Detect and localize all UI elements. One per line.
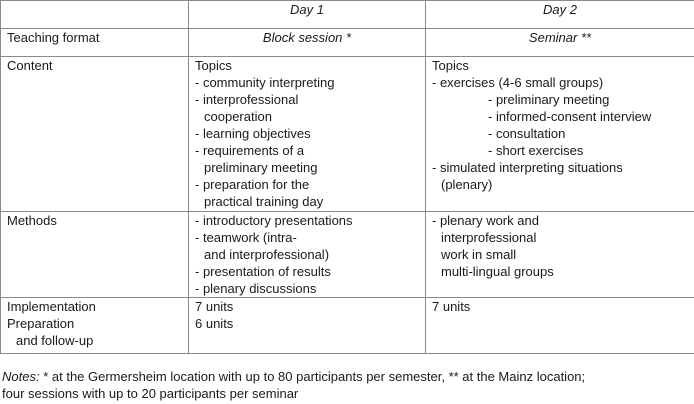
header-row [1, 1, 694, 29]
table-notes [2, 368, 692, 402]
teaching-format-label: Teaching format [1, 29, 189, 57]
methods-day1-cell [189, 212, 426, 298]
methods-day1-line: - teamwork (intra- [195, 230, 297, 245]
methods-day2-cell [426, 212, 694, 298]
content-day1-line: cooperation [204, 109, 272, 124]
implementation-day1-units: 7 units [195, 299, 234, 314]
content-day2-cell [426, 57, 694, 212]
content-day1-line: preliminary meeting [204, 160, 318, 175]
teaching-format-row [1, 29, 694, 57]
notes-text: * at the Germersheim location with up to 80 participants per semester, ** at the Mainz location; [43, 369, 586, 384]
content-day2-line: - consultation [488, 126, 566, 141]
methods-day2-line: work in small [441, 247, 517, 262]
methods-day1-line: and interprofessional) [204, 247, 330, 262]
content-day2-line: - exercises (4-6 small groups) [432, 75, 604, 90]
notes-text-continued: four sessions with up to 20 participants per seminar [2, 386, 299, 401]
implementation-label-cell [1, 298, 189, 354]
preparation-day1-units: 6 units [195, 316, 234, 331]
content-day2-line: - short exercises [488, 143, 584, 158]
content-day1-line: practical training day [204, 194, 324, 209]
content-day1-line: - interprofessional [195, 92, 299, 107]
content-day1-line: - preparation for the [195, 177, 310, 192]
teaching-format-day2: Seminar ** [426, 29, 694, 57]
methods-day2-line: - plenary work and [432, 213, 539, 228]
teaching-format-day1: Block session * [189, 29, 426, 57]
methods-day2-line: multi-lingual groups [441, 264, 554, 279]
content-day1-line: Topics [195, 58, 232, 73]
implementation-row [1, 298, 694, 354]
implementation-label: Implementation [7, 299, 96, 314]
implementation-day1-cell [189, 298, 426, 354]
methods-day1-line: - plenary discussions [195, 281, 317, 296]
content-day2-line: (plenary) [441, 177, 493, 192]
content-label: Content [1, 57, 189, 212]
content-row [1, 57, 694, 212]
preparation-label: Preparation [7, 316, 75, 331]
methods-day1-line: - introductory presentations [195, 213, 353, 228]
follow-up-label: and follow-up [16, 333, 94, 348]
implementation-day2-cell [426, 298, 694, 354]
implementation-day2-units: 7 units [432, 299, 471, 314]
methods-row [1, 212, 694, 298]
content-day1-line: - requirements of a [195, 143, 305, 158]
notes-label: Notes: [2, 369, 40, 384]
content-day2-line: - informed-consent interview [488, 109, 652, 124]
content-day2-line: - simulated interpreting situations [432, 160, 623, 175]
content-day1-line: - community interpreting [195, 75, 335, 90]
methods-day2-line: interprofessional [441, 230, 537, 245]
header-empty-cell [1, 1, 189, 29]
methods-label: Methods [1, 212, 189, 298]
content-day1-cell [189, 57, 426, 212]
content-day2-line: - preliminary meeting [488, 92, 610, 107]
methods-day1-line: - presentation of results [195, 264, 331, 279]
header-day2: Day 2 [426, 1, 694, 29]
content-day2-line: Topics [432, 58, 469, 73]
header-day1: Day 1 [189, 1, 426, 29]
content-day1-line: - learning objectives [195, 126, 311, 141]
